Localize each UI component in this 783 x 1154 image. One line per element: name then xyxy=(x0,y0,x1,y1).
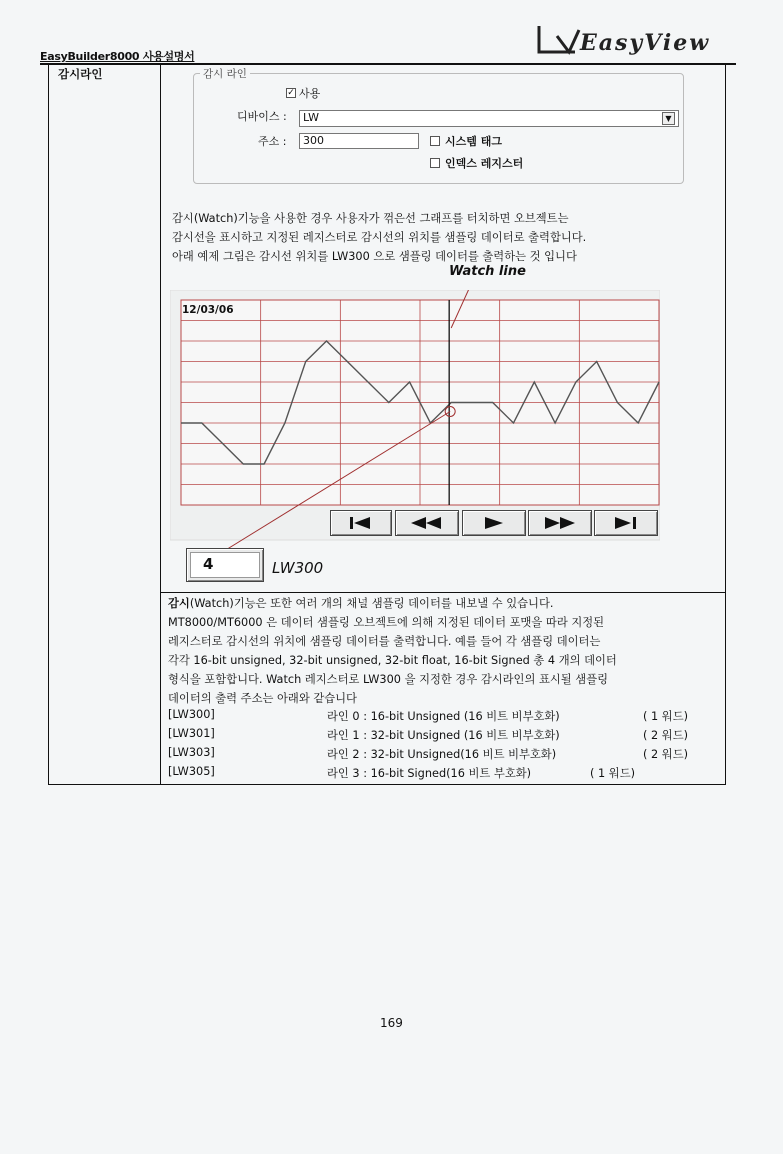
register-address: [LW301] xyxy=(168,727,215,740)
trend-chart[interactable] xyxy=(170,290,660,580)
address-label: 주소 : xyxy=(258,135,287,148)
enable-checkbox[interactable] xyxy=(286,88,296,98)
detail-paragraph xyxy=(168,594,716,708)
skip-last-button[interactable] xyxy=(594,510,658,536)
intro-paragraph xyxy=(172,209,702,266)
rewind-icon xyxy=(410,516,444,530)
register-address: [LW305] xyxy=(168,765,215,778)
index-register-checkbox[interactable] xyxy=(430,158,440,168)
device-label: 디바이스 : xyxy=(237,110,287,123)
page-number: 169 xyxy=(380,1016,403,1030)
register-words: ( 1 워드) xyxy=(643,710,689,723)
register-description: 라인 0 : 16-bit Unsigned (16 비트 비부호화) xyxy=(327,710,560,723)
enable-label: 사용 xyxy=(299,87,321,100)
register-words: ( 2 워드) xyxy=(643,748,689,761)
detail-line: MT8000/MT6000 은 데이터 샘플링 오브젝트에 의해 지정된 데이터 포맷을 따라 지정된 xyxy=(168,616,605,629)
skip-last-icon xyxy=(613,516,639,530)
watch-line-caption: Watch line xyxy=(449,264,526,279)
detail-line xyxy=(168,594,716,613)
numeric-display: 4 xyxy=(190,552,260,578)
detail-line: 각각 16-bit unsigned, 32-bit unsigned, 32-bit float, 16-bit Signed 총 4 개의 데이터 xyxy=(168,654,617,667)
register-address: [LW300] xyxy=(168,708,215,721)
check-mark-icon: ✓ xyxy=(287,88,295,98)
fast-forward-icon xyxy=(543,516,577,530)
index-register-label: 인덱스 레지스터 xyxy=(445,157,524,170)
chevron-down-icon[interactable]: ▼ xyxy=(662,112,675,125)
register-words: ( 1 워드) xyxy=(590,767,636,780)
skip-first-button[interactable] xyxy=(330,510,392,536)
register-description: 라인 3 : 16-bit Signed(16 비트 부호화) xyxy=(327,767,532,780)
register-caption: LW300 xyxy=(272,559,324,577)
row-label: 감시라인 xyxy=(58,67,103,81)
detail-line: 데이터의 출력 주소는 아래와 같습니다 xyxy=(168,692,357,705)
group-title: 감시 라인 xyxy=(200,66,250,81)
device-select[interactable]: LW xyxy=(299,110,679,127)
row-divider xyxy=(160,592,726,593)
intro-line: 아래 예제 그림은 감시선 위치를 LW300 으로 샘플링 데이터를 출력하는 것 입니다 xyxy=(172,250,577,263)
register-address: [LW303] xyxy=(168,746,215,759)
detail-line: 레지스터로 감시선의 위치에 샘플링 데이터를 출력합니다. 예를 들어 각 샘플링 데이터는 xyxy=(168,635,601,648)
play-icon xyxy=(483,516,505,530)
address-input[interactable]: 300 xyxy=(299,133,419,149)
register-words: ( 2 워드) xyxy=(643,729,689,742)
play-button[interactable] xyxy=(462,510,526,536)
skip-first-icon xyxy=(348,516,374,530)
system-tag-checkbox[interactable] xyxy=(430,136,440,146)
intro-line: 감시선을 표시하고 지정된 레지스터로 감시선의 위치를 샘플링 데이터로 출력합니다. xyxy=(172,231,587,244)
detail-bold-term: 감시 xyxy=(168,597,190,610)
detail-line: 형식을 포함합니다. Watch 레지스터로 LW300 을 지정한 경우 감시라인의 표시될 샘플링 xyxy=(168,673,609,686)
register-description: 라인 1 : 32-bit Unsigned (16 비트 비부호화) xyxy=(327,729,560,742)
document-title: EasyBuilder8000 사용설명서 xyxy=(40,50,195,63)
detail-line-rest: (Watch)기능은 또한 여러 개의 채널 샘플링 데이터를 내보낼 수 있습니다. xyxy=(189,597,554,610)
column-divider xyxy=(160,65,161,785)
chart-date: 12/03/06 xyxy=(182,304,234,316)
system-tag-label: 시스템 태그 xyxy=(445,135,502,148)
fast-forward-button[interactable] xyxy=(528,510,592,536)
register-description: 라인 2 : 32-bit Unsigned(16 비트 비부호화) xyxy=(327,748,557,761)
intro-line: 감시(Watch)기능을 사용한 경우 사용자가 꺾은선 그래프를 터치하면 오브젝트는 xyxy=(172,212,569,225)
brand-name: EasyView xyxy=(580,30,711,56)
rewind-button[interactable] xyxy=(395,510,459,536)
